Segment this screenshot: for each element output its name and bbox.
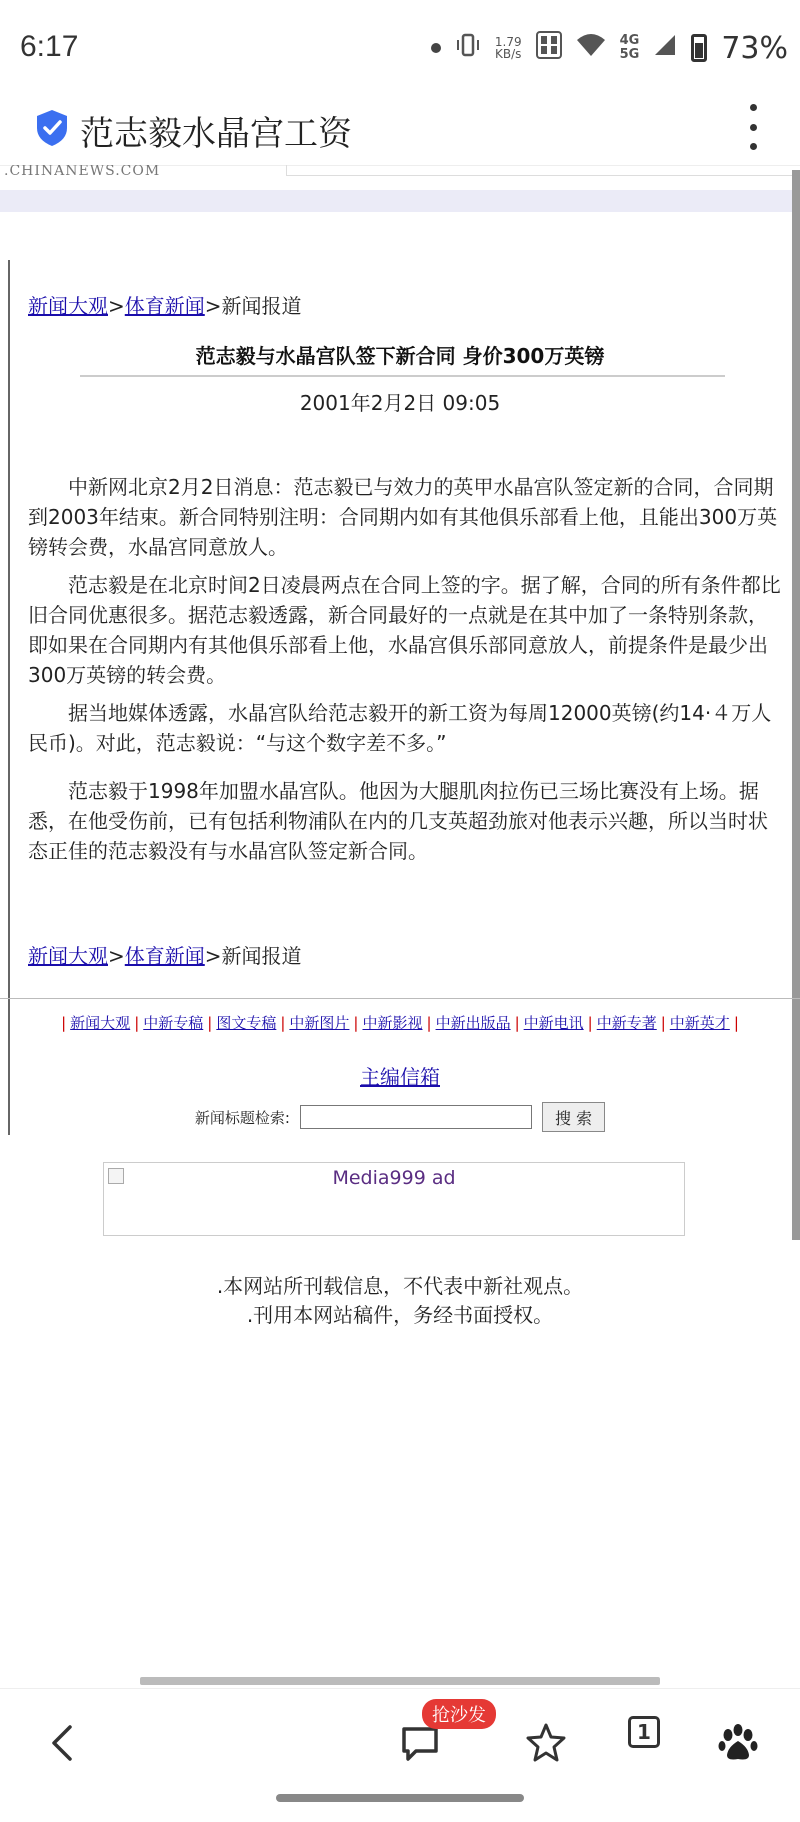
editor-mailbox (0, 1061, 800, 1090)
footer-link[interactable]: 图文专稿 (216, 1014, 277, 1032)
speed-unit: KB/s (495, 47, 522, 61)
article-date: 2001年2月2日 09:05 (299, 391, 501, 415)
search-label: 新闻标题检索: (194, 1108, 290, 1127)
tab-count-button[interactable]: 1 (628, 1716, 660, 1748)
search-input[interactable] (300, 1105, 532, 1129)
headline-divider (80, 375, 725, 377)
breadcrumb-separator: > (108, 944, 125, 968)
security-shield-icon[interactable] (34, 108, 70, 148)
vibrate-icon (455, 33, 481, 64)
article-container (8, 260, 790, 1135)
notification-dot-icon (431, 43, 441, 53)
site-header (0, 165, 800, 185)
breadcrumb-current: 新闻报道 (221, 944, 302, 968)
footer-link[interactable]: 新闻大观 (70, 1014, 131, 1032)
article-paragraph: 范志毅是在北京时间2日凌晨两点在合同上签的字。据了解，合同的所有条件都比旧合同优惠很多。据范志毅透露，新合同最好的一点就是在其中加了一条特别条款，即如果在合同期内有其他俱乐部看上他，水晶宫俱乐部同意放人，前提条件是最少出300万英镑的转会费。 (28, 573, 781, 687)
network-4g: 4G (619, 33, 640, 48)
gesture-home-bar[interactable] (276, 1794, 524, 1802)
breadcrumb (28, 290, 302, 319)
footer-link[interactable]: 中新图片 (289, 1014, 350, 1032)
breadcrumb-link-news[interactable]: 新闻大观 (28, 294, 108, 318)
battery-icon (691, 34, 707, 62)
network-speed (495, 36, 522, 60)
footer-link[interactable]: 中新出版品 (435, 1014, 511, 1032)
breadcrumb-link-sports[interactable]: 体育新闻 (124, 294, 205, 318)
footer-link[interactable]: 中新影视 (362, 1014, 423, 1032)
breadcrumb-current: 新闻报道 (221, 294, 302, 318)
header-box (286, 165, 800, 176)
back-icon[interactable] (40, 1721, 84, 1765)
article-paragraph: 中新网北京2月2日消息：范志毅已与效力的英甲水晶宫队签定新的合同，合同期到2003年结束。新合同特别注明：合同期内如有其他俱乐部看上他，且能出300万英镑转会费，水晶宫同意放人。 (28, 475, 778, 559)
ad-alt-text: Media999 ad (332, 1167, 456, 1189)
battery-percent: 73% (721, 30, 788, 66)
breadcrumb-separator: > (204, 944, 222, 968)
signal-icon (653, 33, 677, 64)
disclaimer-line: .刊用本网站稿件，务经书面授权。 (246, 1303, 554, 1327)
disclaimer-line: .本网站所刊载信息，不代表中新社观点。 (216, 1274, 584, 1298)
footer-link[interactable]: 中新英才 (669, 1014, 730, 1032)
breadcrumb-link-sports[interactable]: 体育新闻 (124, 944, 205, 968)
page-title: 范志毅水晶宫工资 (80, 114, 352, 154)
favorite-star-icon[interactable] (524, 1721, 568, 1765)
hd-icon (536, 31, 562, 66)
comment-badge: 抢沙发 (422, 1699, 496, 1729)
search-button[interactable]: 搜 索 (542, 1102, 605, 1132)
article-paragraph: 据当地媒体透露，水晶宫队给范志毅开的新工资为每周12000英镑(约14·４万人民币)。对此，范志毅说：“与这个数字差不多。” (28, 701, 772, 755)
horizontal-scrollbar[interactable] (140, 1677, 660, 1685)
browser-app-bar (0, 100, 800, 166)
web-content (0, 165, 800, 1685)
header-band (0, 190, 800, 212)
breadcrumb-bottom (28, 940, 302, 969)
ad-banner[interactable] (103, 1162, 685, 1236)
network-type (620, 34, 640, 62)
site-logo: .CHINANEWS.COM (4, 165, 161, 179)
footer-link[interactable]: 中新专稿 (143, 1014, 204, 1032)
footer-nav-links: | 新闻大观 | 中新专稿 | 图文专稿 | 中新图片 | 中新影视 | 中新出版品 | 中新电讯 | 中新专著 | 中新英才 | (61, 1014, 739, 1032)
bottom-nav (0, 1688, 800, 1801)
wifi-icon (576, 32, 606, 65)
network-5g: 5G (619, 47, 640, 62)
speed-value: 1.79 (494, 35, 522, 49)
baidu-paw-icon[interactable] (716, 1721, 760, 1765)
breadcrumb-separator: > (204, 294, 222, 318)
article-headline: 范志毅与水晶宫队签下新合同 身价300万英镑 (195, 344, 605, 368)
editor-mailbox-link[interactable]: 主编信箱 (360, 1065, 440, 1089)
status-bar (0, 0, 800, 100)
footer-divider (0, 998, 800, 999)
breadcrumb-link-news[interactable]: 新闻大观 (28, 944, 108, 968)
news-search (0, 1102, 800, 1132)
more-menu-icon[interactable] (750, 104, 760, 150)
breadcrumb-separator: > (108, 294, 125, 318)
status-icons (431, 28, 788, 68)
status-time: 6:17 (20, 30, 79, 63)
footer-link[interactable]: 中新专著 (596, 1014, 657, 1032)
article-paragraph: 范志毅于1998年加盟水晶宫队。他因为大腿肌肉拉伤已三场比赛没有上场。据悉，在他受伤前，已有包括利物浦队在内的几支英超劲旅对他表示兴趣，所以当时状态正佳的范志毅没有与水晶宫队签定新合同。 (28, 779, 768, 863)
footer-link[interactable]: 中新电讯 (523, 1014, 584, 1032)
